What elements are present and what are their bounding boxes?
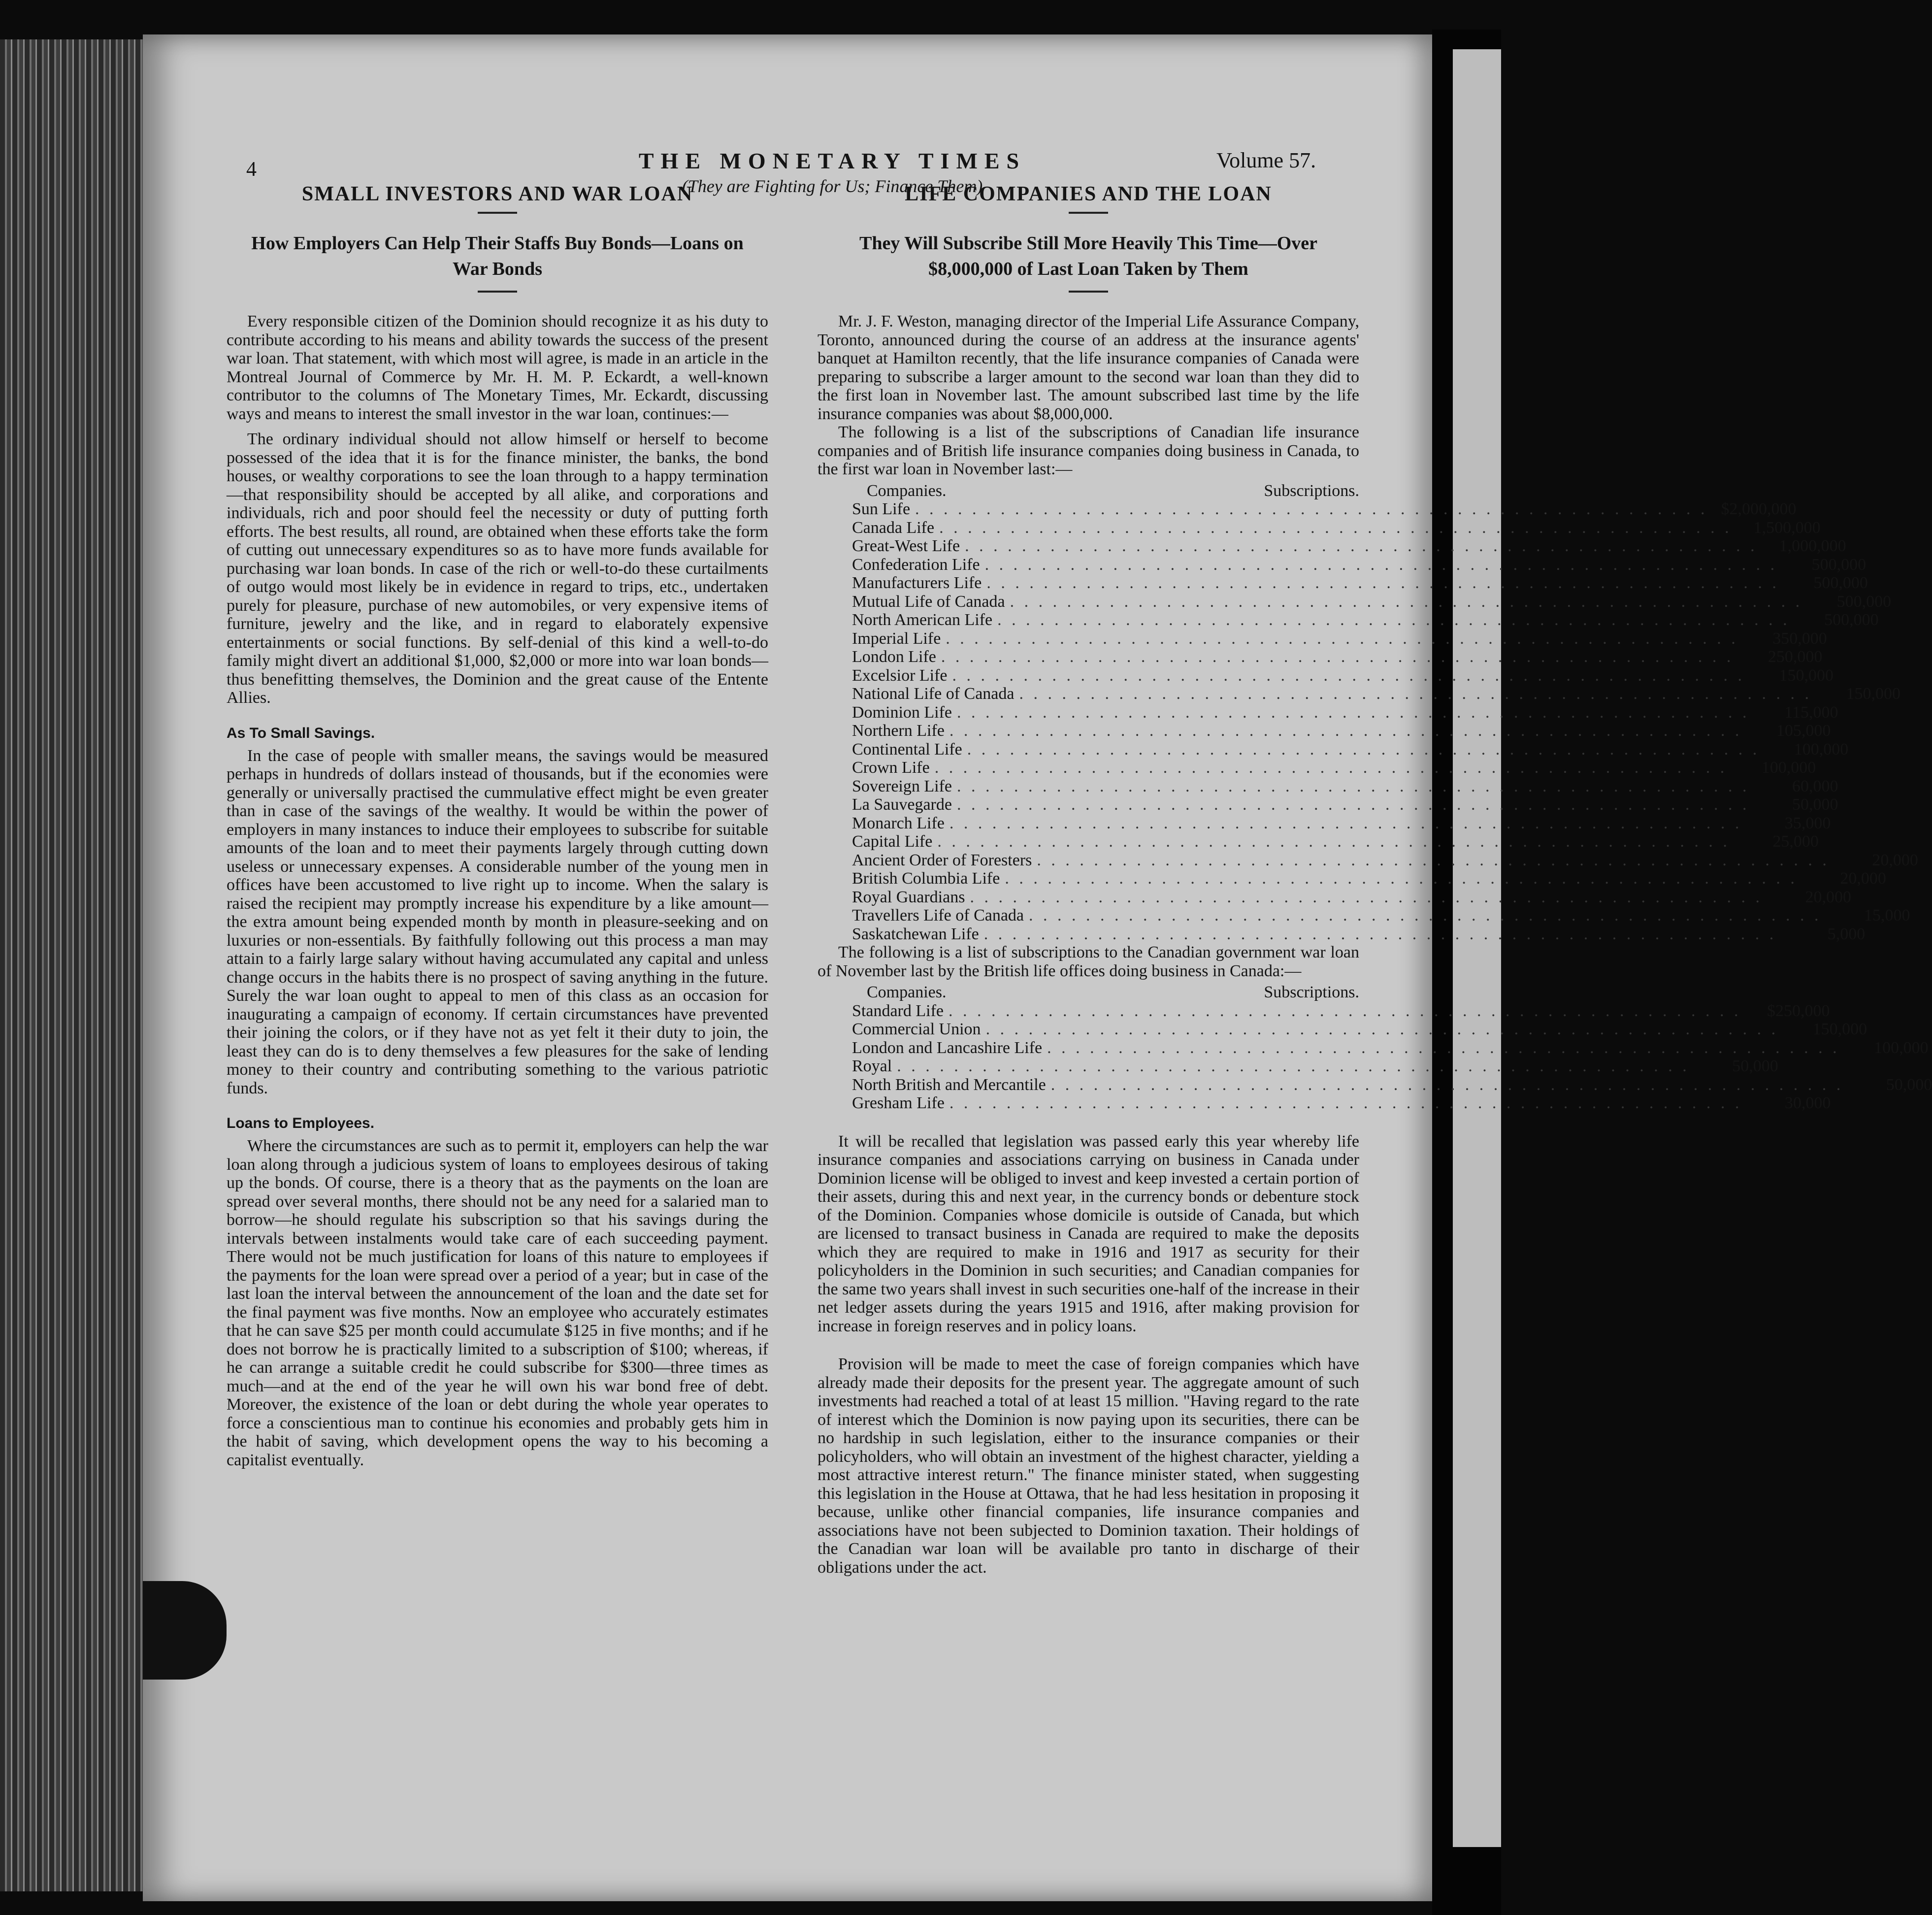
paragraph: The following is a list of subscriptions to the Canadian government war loan of November last by the British life offices doing business in Canada:—	[818, 943, 1359, 980]
subscription-amount: 30,000	[1784, 1094, 1831, 1112]
leader-dots: . . . . . . . . . . . . . . . . . . . . . . . . . . . . . . . . . . . . . . . . . . . . . . . . . . . . . . . .	[1010, 592, 1803, 611]
leader-dots: . . . . . . . . . . . . . . . . . . . . . . . . . . . . . . . . . . . . . . . . . . . . . . . . . . . . . . . .	[1005, 869, 1798, 888]
paragraph: In the case of people with smaller means, the savings would be measured perhaps in hundreds of dollars instead of thousands, but if the economies were generally or universally practised the cummulative effect might be even greater than in case of the savings of the wealthy. It would be within the power of employers in many instances to induce their employees to subscribe for suitable amounts of the loan and to meet their payments largely through cutting down useless or unnecessary expenses. A considerable number of the young men in offices have been accustomed to live right up to income. When the salary is raised the recipient may promptly increase his expenditure by a like amount—the extra amount being expended month by month in pleasure-seeking and on luxuries or non-essentials. By faithfully following out this process a man may attain to a fairly large salary without having accumulated any capital and unless change occurs in the habits there is no prospect of saving anything in the future. Surely the war loan ought to appeal to men of this class as an occasion for inaugurating a campaign of economy. If certain circumstances have prevented their joining the colors, or if they have not as yet felt it their duty to join, the least they can do is to deny themselves a few pleasures for the sake of lending money to their country and contributing something to the various patriotic funds.	[227, 746, 768, 1097]
subtitle-rule	[478, 291, 517, 293]
company-name: Northern Life	[852, 722, 945, 740]
table-row	[852, 759, 1816, 777]
subtitle-rule	[1069, 291, 1108, 293]
page-number: 4	[246, 158, 257, 181]
company-name: London Life	[852, 648, 936, 666]
paragraph: Provision will be made to meet the case of foreign companies which have already made their deposits for the present year. The aggregate amount of such investments had reached a total of at least 15 million. "Having regard to the rate of interest which the Dominion is now paying upon its securities, there can be no hardship in such legislation, either to the insurance companies or their policyholders, who will obtain an investment of the highest character, yielding a most attractive interest return." The finance minister stated, when suggesting this legislation in the House at Ottawa, that he had less hesitation in proposing it because, unlike other financial companies, life insurance companies and associations have not been subjected to Dominion taxation. Their holdings of the Canadian war loan will be available pro tanto in discharge of their obligations under the act.	[818, 1355, 1359, 1577]
scanned-page	[143, 34, 1932, 1901]
company-name: Royal Guardians	[852, 888, 965, 906]
leader-dots: . . . . . . . . . . . . . . . . . . . . . . . . . . . . . . . . . . . . . . . . . . . . . . . . . . . . . . . .	[946, 629, 1738, 648]
table-row	[852, 592, 1892, 611]
paragraph: The ordinary individual should not allow himself or herself to become possessed of the idea that it is for the finance minister, the banks, the bond houses, or wealthy corporations to see the loan through to a happy termination—that responsibility should be accepted by all alike, and corporations and individuals, rich and poor should feel the necessity or duty of putting forth efforts. The best results, all round, are obtained when these efforts take the form of cutting out unnecessary expenditures so as to have more funds available for purchasing war loan bonds. In case of the rich or well-to-do these curtailments of outgo would most likely be in evidence in regard to trips, etc., undertaken purely for pleasure, purchase of new automobiles, or very expensive items of furniture, jewelry and the like, and in regard to elaborately expensive entertainments or social functions. By self-denial of this kind a well-to-do family might divert an additional $1,000, $2,000 or more into war loan bonds—thus benefitting themselves, the Dominion and the great cause of the Entente Allies.	[227, 430, 768, 707]
subscription-amount: $250,000	[1767, 1001, 1830, 1020]
paragraph: It will be recalled that legislation was passed early this year whereby life insurance companies and associations carrying on business in Canada under Dominion license will be obliged to invest and keep invested a certain portion of their assets, during this and next year, in the currency bonds or debenture stock of the Dominion. Companies whose domicile is outside of Canada, but which are licensed to transact business in Canada are required to make the deposits which they are required to make in 1916 and 1917 as security for their policyholders in the Dominion in such securities; and Canadian companies for the same two years shall invest in such securities one-half of the increase in their net ledger assets during the years 1915 and 1916, after making provision for increase in foreign reserves and in policy loans.	[818, 1132, 1359, 1335]
subscription-amount: 25,000	[1772, 832, 1819, 851]
table-row	[852, 703, 1838, 722]
leader-dots: . . . . . . . . . . . . . . . . . . . . . . . . . . . . . . . . . . . . . . . . . . . . . . . . . . . . . . . .	[939, 518, 1732, 537]
subscription-amount: 15,000	[1864, 906, 1910, 924]
company-name: Great-West Life	[852, 537, 960, 555]
leader-dots: . . . . . . . . . . . . . . . . . . . . . . . . . . . . . . . . . . . . . . . . . . . . . . . . . . . . . . . .	[983, 924, 1777, 943]
leader-dots: . . . . . . . . . . . . . . . . . . . . . . . . . . . . . . . . . . . . . . . . . . . . . . . . . . . . . . . .	[957, 703, 1750, 722]
column-header-companies: Companies.	[867, 481, 947, 500]
leader-dots: . . . . . . . . . . . . . . . . . . . . . . . . . . . . . . . . . . . . . . . . . . . . . . . . . . . . . . . .	[934, 759, 1728, 777]
table-row	[852, 777, 1838, 796]
leader-dots: . . . . . . . . . . . . . . . . . . . . . . . . . . . . . . . . . . . . . . . . . . . . . . . . . . . . . . . .	[967, 740, 1760, 759]
subscription-amount: 150,000	[1779, 666, 1834, 685]
company-name: London and Lancashire Life	[852, 1038, 1043, 1057]
leader-dots: . . . . . . . . . . . . . . . . . . . . . . . . . . . . . . . . . . . . . . . . . . . . . . . . . . . . . . . .	[941, 648, 1734, 666]
leader-dots: . . . . . . . . . . . . . . . . . . . . . . . . . . . . . . . . . . . . . . . . . . . . . . . . . . . . . . . .	[949, 1001, 1741, 1020]
table-row	[852, 1001, 1830, 1021]
table-body	[852, 500, 1918, 943]
section-heading: As To Small Savings.	[227, 725, 375, 741]
table-header	[852, 983, 1359, 1002]
subscription-amount: 105,000	[1776, 722, 1831, 740]
leader-dots: . . . . . . . . . . . . . . . . . . . . . . . . . . . . . . . . . . . . . . . . . . . . . . . . . . . . . . . .	[1050, 1075, 1844, 1094]
paragraph: The following is a list of the subscriptions of Canadian life insurance companies and of British life insurance companies doing business in Canada, to the first war loan in November last:—	[818, 423, 1359, 478]
table-row	[852, 518, 1821, 537]
column-header-companies: Companies.	[867, 983, 947, 1001]
section-heading: Loans to Employees.	[227, 1115, 375, 1131]
leader-dots: . . . . . . . . . . . . . . . . . . . . . . . . . . . . . . . . . . . . . . . . . . . . . . . . . . . . . . . .	[985, 1020, 1779, 1038]
company-name: Sovereign Life	[852, 777, 952, 795]
subscription-amount: 50,000	[1732, 1057, 1778, 1075]
book-binding-edge	[0, 39, 143, 1891]
leader-dots: . . . . . . . . . . . . . . . . . . . . . . . . . . . . . . . . . . . . . . . . . . . . . . . . . . . . . . . .	[952, 666, 1745, 685]
table-row	[852, 888, 1851, 907]
leader-dots: . . . . . . . . . . . . . . . . . . . . . . . . . . . . . . . . . . . . . . . . . . . . . . . . . . . . . . . .	[949, 814, 1742, 832]
table-row	[852, 611, 1879, 629]
leader-dots: . . . . . . . . . . . . . . . . . . . . . . . . . . . . . . . . . . . . . . . . . . . . . . . . . . . . . . . .	[957, 777, 1750, 795]
paragraph: Where the circumstances are such as to permit it, employers can help the war loan along through a judicious system of loans to employees desirous of taking up the bonds. Of course, there is a theory that as the payments on the loan are spread over several months, there should not be any need for a salaried man to borrow—he should regulate his subscription so that his savings during the intervals between instalments would take care of each succeeding payment. There would not be much justification for loans of this nature to employees if the payments for the loan were spread over a period of a year; but in case of the last loan the interval between the announcement of the loan and the date set for the final payment was five months. Now an employee who accurately estimates that he can save $25 per month could accumulate $125 in five months; and if he does not borrow he is practically limited to a subscription of $100; whereas, if he can arrange a suitable credit he could subscribe for $300—three times as much—and at the end of the year he will own his war bond free of debt. Moreover, the existence of the loan or debt during the whole year operates to force a conscientious man to continue his economies and probably gets him in the habit of saving, which development opens the way to his becoming a capitalist eventually.	[227, 1137, 768, 1469]
article-subtitle: How Employers Can Help Their Staffs Buy Bonds—Loans on War Bonds	[251, 233, 744, 279]
subscription-amount: $2,000,000	[1721, 500, 1797, 518]
subscription-amount: 150,000	[1846, 685, 1900, 703]
subscription-amount: 50,000	[1886, 1075, 1932, 1094]
intro-paragraph: Every responsible citizen of the Dominion should recognize it as his duty to contribute according to his means and ability towards the success of the present war loan. That statement, with which most will agree, is made in an article in the Montreal Journal of Commerce by Mr. H. M. P. Eckardt, a well-known contributor to the columns of The Monetary Times, Mr. Eckardt, discussing ways and means to interest the small investor in the war loan, continues:—	[227, 312, 768, 423]
leader-dots: . . . . . . . . . . . . . . . . . . . . . . . . . . . . . . . . . . . . . . . . . . . . . . . . . . . . . . . .	[949, 722, 1742, 740]
company-name: Confederation Life	[852, 555, 980, 574]
subscription-amount: 5,000	[1827, 924, 1866, 943]
subscription-amount: 1,000,000	[1779, 537, 1846, 555]
table-row	[852, 1075, 1932, 1094]
leader-dots: . . . . . . . . . . . . . . . . . . . . . . . . . . . . . . . . . . . . . . . . . . . . . . . . . . . . . . . .	[986, 574, 1779, 592]
title-rule	[1069, 212, 1108, 214]
subscription-amount: 115,000	[1784, 703, 1838, 722]
company-name: Imperial Life	[852, 629, 941, 648]
subscription-amount: 60,000	[1792, 777, 1838, 795]
leader-dots: . . . . . . . . . . . . . . . . . . . . . . . . . . . . . . . . . . . . . . . . . . . . . . . . . . . . . . . .	[1029, 906, 1822, 924]
subscription-amount: 500,000	[1813, 574, 1868, 592]
subscription-amount: 150,000	[1812, 1020, 1867, 1038]
leader-dots: . . . . . . . . . . . . . . . . . . . . . . . . . . . . . . . . . . . . . . . . . . . . . . . . . . . . . . . .	[1047, 1038, 1840, 1057]
company-name: North British and Mercantile	[852, 1075, 1046, 1094]
company-name: Saskatchewan Life	[852, 924, 979, 943]
subscription-amount: 500,000	[1824, 611, 1879, 629]
subscription-amount: 100,000	[1794, 740, 1849, 759]
company-name: British Columbia Life	[852, 869, 1000, 888]
intro-paragraph: Mr. J. F. Weston, managing director of the Imperial Life Assurance Company, Toronto, announced during the course of an address at the insurance agents' banquet at Hamilton recently, that the life insurance companies of Canada were preparing to subscribe a larger amount to the second war loan than they did to the first loan in November last. The amount subscribed last time by the life insurance companies was about $8,000,000.	[818, 312, 1359, 423]
leader-dots: . . . . . . . . . . . . . . . . . . . . . . . . . . . . . . . . . . . . . . . . . . . . . . . . . . . . . . . .	[915, 500, 1708, 518]
leader-dots: . . . . . . . . . . . . . . . . . . . . . . . . . . . . . . . . . . . . . . . . . . . . . . . . . . . . . . . .	[984, 555, 1778, 574]
table-row	[852, 795, 1838, 814]
volume-label: Volume 57.	[1216, 148, 1316, 172]
company-name: Dominion Life	[852, 703, 952, 722]
company-name: Manufacturers Life	[852, 574, 982, 592]
leader-dots: . . . . . . . . . . . . . . . . . . . . . . . . . . . . . . . . . . . . . . . . . . . . . . . . . . . . . . . .	[937, 832, 1730, 851]
article-subtitle: They Will Subscribe Still More Heavily This Time—Over $8,000,000 of Last Loan Taken by Them	[859, 233, 1318, 279]
leader-dots: . . . . . . . . . . . . . . . . . . . . . . . . . . . . . . . . . . . . . . . . . . . . . . . . . . . . . . . .	[997, 611, 1790, 629]
journal-title: THE MONETARY TIMES	[638, 148, 1026, 173]
table-row	[852, 666, 1834, 685]
table-row	[852, 629, 1827, 648]
company-name: Sun Life	[852, 500, 911, 518]
company-name: Standard Life	[852, 1001, 944, 1020]
subscriptions-table-canadian	[852, 481, 1918, 944]
company-name: Capital Life	[852, 832, 933, 851]
subscription-amount: 350,000	[1772, 629, 1827, 648]
table-row	[852, 869, 1886, 888]
subscription-amount: 1,500,000	[1753, 518, 1821, 537]
subscription-amount: 500,000	[1811, 555, 1867, 574]
company-name: La Sauvegarde	[852, 795, 952, 814]
table-row	[852, 574, 1868, 593]
next-page-edge	[1453, 49, 1501, 1847]
subscription-amount: 500,000	[1836, 592, 1892, 611]
table-row	[852, 814, 1831, 833]
company-name: Crown Life	[852, 759, 930, 777]
subscription-amount: 35,000	[1784, 814, 1831, 832]
leader-dots: . . . . . . . . . . . . . . . . . . . . . . . . . . . . . . . . . . . . . . . . . . . . . . . . . . . . . . . .	[897, 1057, 1690, 1075]
table-row	[852, 555, 1867, 574]
subscription-amount: 20,000	[1872, 851, 1918, 869]
company-name: Continental Life	[852, 740, 962, 759]
table-row	[852, 851, 1918, 870]
left-article	[227, 182, 768, 1469]
table-row	[852, 648, 1823, 666]
subscription-amount: 250,000	[1768, 648, 1823, 666]
leader-dots: . . . . . . . . . . . . . . . . . . . . . . . . . . . . . . . . . . . . . . . . . . . . . . . . . . . . . . . .	[970, 888, 1763, 906]
article-title: LIFE COMPANIES AND THE LOAN	[905, 183, 1272, 205]
company-name: Mutual Life of Canada	[852, 592, 1005, 611]
leader-dots: . . . . . . . . . . . . . . . . . . . . . . . . . . . . . . . . . . . . . . . . . . . . . . . . . . . . . . . .	[1037, 851, 1830, 869]
leader-dots: . . . . . . . . . . . . . . . . . . . . . . . . . . . . . . . . . . . . . . . . . . . . . . . . . . . . . . . .	[965, 537, 1758, 555]
table-row	[852, 1038, 1929, 1057]
table-row	[852, 740, 1849, 759]
table-row	[852, 832, 1819, 851]
table-row	[852, 1094, 1831, 1113]
table-row	[852, 1057, 1778, 1076]
column-header-subscriptions: Subscriptions.	[1264, 481, 1359, 500]
company-name: Ancient Order of Foresters	[852, 851, 1032, 869]
subscription-amount: 50,000	[1792, 795, 1838, 814]
page-clip	[143, 1581, 227, 1680]
title-rule	[478, 212, 517, 214]
company-name: National Life of Canada	[852, 685, 1015, 703]
leader-dots: . . . . . . . . . . . . . . . . . . . . . . . . . . . . . . . . . . . . . . . . . . . . . . . . . . . . . . . .	[1019, 685, 1812, 703]
table-header	[852, 482, 1359, 500]
company-name: North American Life	[852, 611, 993, 629]
table-row	[852, 537, 1846, 556]
table-body	[852, 1001, 1932, 1113]
table-row	[852, 500, 1797, 519]
table-row	[852, 1020, 1867, 1039]
article-title: SMALL INVESTORS AND WAR LOAN	[301, 183, 693, 205]
journal-motto: (They are Fighting for Us; Finance Them)	[682, 176, 983, 196]
subscription-amount: 100,000	[1874, 1038, 1929, 1057]
subscription-amount: 20,000	[1805, 888, 1851, 906]
company-name: Travellers Life of Canada	[852, 906, 1024, 924]
company-name: Commercial Union	[852, 1020, 981, 1038]
company-name: Excelsior Life	[852, 666, 948, 685]
leader-dots: . . . . . . . . . . . . . . . . . . . . . . . . . . . . . . . . . . . . . . . . . . . . . . . . . . . . . . . .	[949, 1094, 1742, 1112]
table-row	[852, 722, 1831, 740]
table-row	[852, 906, 1910, 925]
company-name: Canada Life	[852, 518, 935, 537]
table-row	[852, 924, 1866, 944]
company-name: Monarch Life	[852, 814, 945, 832]
subscription-amount: 100,000	[1761, 759, 1816, 777]
table-row	[852, 685, 1900, 703]
company-name: Royal	[852, 1057, 892, 1075]
column-header-subscriptions: Subscriptions.	[1264, 983, 1359, 1001]
leader-dots: . . . . . . . . . . . . . . . . . . . . . . . . . . . . . . . . . . . . . . . . . . . . . . . . . . . . . . . .	[956, 795, 1750, 814]
company-name: Gresham Life	[852, 1094, 945, 1112]
right-article	[818, 182, 1932, 1577]
subscription-amount: 20,000	[1840, 869, 1886, 888]
subscriptions-table-british	[852, 983, 1932, 1113]
